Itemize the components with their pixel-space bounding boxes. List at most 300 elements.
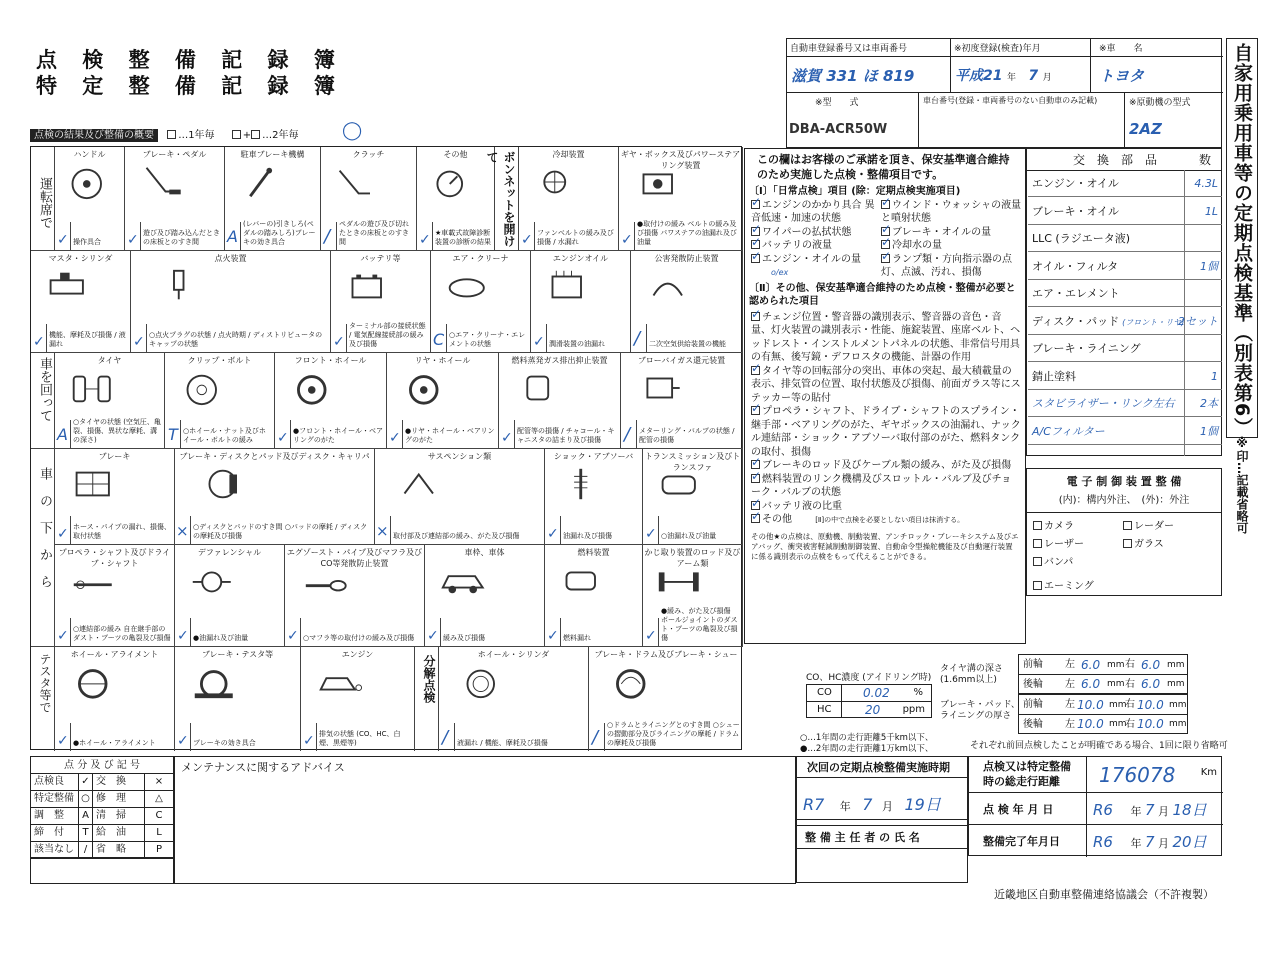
cell-front-wheel-desc: ●フロント・ホイール・ベアリングのがた [293,427,383,444]
cell-alignment-name: ホイール・アライメント [70,650,159,659]
lining-rr-value[interactable]: 10.0 [1137,717,1164,731]
cell-rear-wheel [387,353,499,449]
electronic-item-aiming[interactable] [1033,577,1123,592]
gearbox-icon [634,163,682,201]
tire-rl-value[interactable]: 6.0 [1081,677,1101,691]
cell-differential-desc: ●油漏れ及び油量 [193,634,249,642]
first-reg-value[interactable] [951,57,1091,93]
mark-box[interactable] [175,723,191,751]
std2-item-label: 燃料装置のリンク機構及びスロットル・バルブ及びチョーク・バルブの状態 [751,473,1012,498]
side-note: ※印…記載省略可 [1235,436,1249,534]
parts-row[interactable] [1028,363,1222,390]
cell-rear-wheel-desc: ●リヤ・ホイール・ベアリングのがた [405,427,495,444]
reg-value[interactable]: 滋賀 331 ほ 819 [787,57,951,93]
cell-clutch-name: クラッチ [352,150,385,159]
cell-brake-tester-desc: ブレーキの効き具合 [193,739,256,747]
mark-c-handwritten: C [433,330,445,349]
electronic-item-camera[interactable] [1033,517,1123,532]
checkbox[interactable] [1123,521,1132,530]
tire-front-label: 前輪 [1023,659,1043,670]
std2-item-label: チェンジ位置・警音器の識別表示、警音器の音色・音量、灯火装置の識別表示・性能、施錠装置、座席ベルト、ヘッドレスト・インストルメントパネルの状態、非常信号用具の有無、後写鏡・デフロスタの機能、計器の作用 [751,311,1021,363]
cell-master-cylinder-desc: 機能、摩耗及び損傷 / 液漏れ [49,331,126,348]
parking-brake-icon [236,163,284,201]
checkbox[interactable] [881,254,890,263]
inspection-day: 18日 [1172,801,1207,819]
mark-x-handwritten: × [176,522,189,540]
cell-brake-hose-desc: ホース・パイプの漏れ、損傷、取付状態 [73,523,171,540]
mark-slash-handwritten: / [592,727,599,748]
cell-engine-oil [531,251,631,353]
std2-item[interactable] [751,513,1021,528]
option-1year-label: …1年毎 [178,130,215,141]
cell-brake-pedal [125,147,225,251]
inspection-year-unit: 年 [1130,805,1142,818]
std1-item[interactable] [751,226,881,240]
mark-box[interactable] [425,618,441,646]
cell-steering [55,147,125,251]
mark-box[interactable] [55,420,71,448]
electronic-item-glass[interactable] [1123,535,1213,550]
check-mark-icon: ✓ [127,232,139,248]
footnote-2: ●…2年間の走行距離1万km以下、 [800,744,934,754]
mark-box[interactable] [55,222,71,250]
cell-brake-drum-name: ブレーキ・ドラム及びブレーキ・シュー [594,650,738,659]
cell-frame-body-name: 車枠、車体 [464,548,505,557]
cell-clutch [321,147,417,251]
engine-icon [543,267,591,305]
propeller-shaft-icon [69,561,117,599]
lining-left-label: 左 [1065,699,1075,710]
std1-item-label: 冷却水の量 [892,240,942,251]
parts-row[interactable] [1028,253,1222,280]
mark-box[interactable] [31,324,47,352]
battery-icon [343,267,391,305]
tire-right-label: 右 [1125,679,1135,690]
inspection-grid [30,146,742,750]
section-around: 車を回って [31,353,55,449]
blowby-valve-icon [636,369,684,407]
legend-table [30,756,174,858]
mark-slash-handwritten: / [324,226,331,247]
mark-box[interactable] [631,324,647,352]
legend-symbol: / [79,842,93,859]
legend-symbol: ✓ [79,774,93,790]
cell-alignment-desc: ●ホイール・アライメント [73,739,156,747]
checkbox[interactable] [1033,539,1042,548]
parts-row-name: スタビライザー・リンク左右 [1032,397,1175,410]
vehicle-info-table [786,38,1222,148]
completion-month: 7 [1144,833,1155,851]
parts-row[interactable] [1028,170,1222,197]
cell-parking-brake-name: 駐車ブレーキ機構 [240,150,305,159]
mark-box[interactable] [619,222,635,250]
legend-term: 清 掃 [93,808,145,824]
parts-row[interactable] [1028,225,1222,252]
electronic-list [1027,513,1221,596]
footnote-1: ○…1年間の走行距離5千km以下、 [800,733,934,743]
cell-tire-desc: ○タイヤの状態 (空気圧、亀裂、損傷、異状な摩耗、溝の深さ) [73,418,161,444]
parts-row[interactable] [1028,390,1222,417]
completion-date-row [969,825,1223,857]
checkbox[interactable] [751,312,760,321]
mileage-label: 点検又は特定整備時の総走行距離 [969,757,1087,793]
section-driver: 運転席で [31,147,55,251]
std1-item[interactable] [751,253,881,280]
legend-term: 締 付 [31,825,79,841]
next-month-unit: 月 [881,800,893,813]
std1-item[interactable] [881,199,1026,226]
mark-a-handwritten: A [57,425,68,444]
co-hc-label: CO、HC濃度 (アイドリング時) [806,673,932,683]
checkbox[interactable] [751,460,760,469]
mark-box[interactable] [55,516,71,544]
std2-header: 〔Ⅱ〕その他、保安基準適合維持のため点検・整備が必要と認められた項目 [749,282,1016,307]
cell-master-cylinder-name: マスタ・シリンダ [48,254,113,263]
completion-date-value[interactable] [1093,831,1207,852]
std2-item[interactable] [751,500,1021,514]
engine-value[interactable]: 2AZ [1129,120,1162,138]
lining-fr-value[interactable]: 10.0 [1137,698,1164,712]
lining-left-label: 左 [1065,719,1075,730]
parts-row-qty[interactable]: 1 [1211,369,1218,383]
std1-item-label: ワイパーの払拭状態 [762,226,852,238]
checkbox[interactable] [881,240,890,249]
cell-parking-brake [225,147,321,251]
checkbox[interactable] [751,474,760,483]
cell-battery-name: バッテリ等 [360,254,401,263]
tire-unit: mm [1167,660,1185,670]
check-mark-icon: ✓ [645,526,657,542]
mileage-value[interactable]: 176078 [1099,763,1176,787]
cell-emission-control [631,251,743,353]
cell-brake-pedal-desc: 遊び及び踏み込んだときの床板とのすき間 [143,229,220,246]
option-1year-checkbox[interactable] [167,130,176,139]
transmission-icon [655,465,703,503]
cell-engine-oil-desc: 潤滑装置の油漏れ [549,340,605,348]
parts-row-name: ブレーキ・オイル [1032,204,1120,218]
parts-row-qty[interactable]: 4.3L [1194,177,1218,190]
parts-header-item: 交 換 部 品 [1073,153,1158,167]
std2-item-label: バッテリ液の比重 [762,500,842,512]
parts-row-qty[interactable]: 1個 [1200,424,1218,438]
cell-suspension-desc: 取付部及び連結部の緩み、がた及び損傷 [393,532,520,540]
shock-absorber-icon [557,465,605,503]
legend-symbol: ○ [79,791,93,807]
title-inspection-record: 点 検 整 備 記 録 簿 [36,48,344,72]
std1-item-label: ランプ類・方向指示器の点灯、点滅、汚れ、損傷 [881,253,1012,278]
cell-exhaust-desc: ○マフラ等の取付けの緩み及び損傷 [303,634,415,642]
co-label: CO [817,687,832,698]
mark-box[interactable] [499,420,515,448]
cell-air-cleaner [431,251,531,353]
parts-row[interactable] [1028,418,1222,445]
check-mark-icon: ✓ [645,628,657,644]
cell-gearbox-desc: ●取付けの緩み ベルトの緩み及び損傷 パワステアの油漏れ及び油量 [637,220,737,246]
mark-box[interactable] [55,723,71,751]
suspension-icon [395,465,443,503]
mark-box[interactable] [531,324,547,352]
mark-a-handwritten: A [227,227,238,246]
cell-brake-disc [175,449,375,545]
cell-air-cleaner-name: エア・クリーナ [452,254,509,263]
mark-t-handwritten: T [168,425,178,444]
legend-symbol: △ [155,793,163,804]
tire-rr-value[interactable]: 6.0 [1141,677,1161,691]
parts-row-qty[interactable]: 2セット [1178,314,1218,328]
lining-fl-value[interactable]: 10.0 [1077,698,1104,712]
hc-label: HC [817,704,832,715]
check-mark-icon: ✓ [427,628,439,644]
checkbox[interactable] [1123,539,1132,548]
side-title-box [1226,38,1258,438]
first-reg-year-unit: 年 [1006,73,1016,83]
advice-box [174,756,796,884]
option-2year-checkbox-a[interactable] [232,130,241,139]
cell-steering-rod-desc: ●緩み、がた及び損傷 ボールジョイントのダスト・ブーツの亀裂及び損傷 [661,607,738,642]
std1-item[interactable] [751,199,881,226]
brake-pedal-icon [137,163,185,201]
check-mark-icon: ✓ [389,430,401,446]
electronic-item-laser[interactable] [1033,535,1123,550]
std1-item[interactable] [881,253,1026,280]
cell-wheel-bolt-name: クリップ・ボルト [187,356,252,365]
electronic-item-label: レーダー [1134,521,1174,532]
parts-row-name: オイル・フィルタ [1032,259,1119,273]
car-name-value[interactable]: トヨタ [1091,57,1223,93]
car-name-label: ※車 名 [1091,39,1223,57]
brake-drum-icon [607,663,655,701]
cell-ignition [131,251,331,353]
completion-month-unit: 月 [1158,837,1170,850]
std2-item[interactable] [751,459,1021,473]
mark-box[interactable] [131,324,147,352]
mark-box[interactable] [375,516,391,544]
cell-steering-rod-name: かじ取り装置のロッド及びアーム類 [644,548,741,568]
check-mark-icon: ✓ [621,232,633,248]
checkbox[interactable] [1033,521,1042,530]
wheel-alignment-icon [69,663,117,701]
mark-box[interactable] [643,516,659,544]
checkbox[interactable] [751,514,760,523]
diagnostic-icon [426,163,474,201]
lining-unit: mm [1169,719,1187,729]
inspection-date-value[interactable] [1093,799,1207,820]
mark-box[interactable] [431,324,447,352]
mark-slash-handwritten: / [624,424,631,445]
model-value[interactable]: DBA-ACR50W [789,122,888,137]
cell-suspension-name: サスペンション類 [427,452,492,461]
cell-transmission-desc: ○油漏れ及び油量 [661,532,717,540]
parts-row[interactable] [1028,198,1222,225]
cell-cooling-desc: ファンベルトの緩み及び損傷 / 水漏れ [537,229,614,246]
chief-mechanic-field[interactable] [796,849,968,883]
mark-box[interactable] [165,420,181,448]
chief-mechanic-label: 整 備 主 任 者 の 氏 名 [796,826,968,849]
checkbox[interactable] [751,200,760,209]
next-inspection-label: 次回の定期点検整備実施時期 [796,756,968,778]
cell-emission-control-desc: 二次空気供給装置の機能 [649,340,726,348]
option-2year-checkbox-b[interactable] [251,130,260,139]
check-mark-icon: ✓ [547,628,559,644]
mark-box[interactable] [519,222,535,250]
std2-item-label: その他 [762,514,792,525]
cell-blowby-name: ブローバイガス還元装置 [637,356,726,365]
legend-term: 該当なし [31,842,79,859]
parts-row[interactable] [1028,308,1222,335]
mark-box[interactable] [545,516,561,544]
std1-item-label: ウインド・ウォッシャの液量と噴射状態 [881,199,1022,224]
cell-gearbox-name: ギヤ・ボックス及びパワーステアリング装置 [620,150,741,170]
cell-rear-wheel-name: リヤ・ホイール [414,356,471,365]
exhaust-pipe-icon [302,561,350,599]
std-footnote: その他★の点検は、原動機、制動装置、アンチロック・ブレーキシステム及びエアバッグ、衝突被害軽減制動制御装置、自動命令型操舵機能及び自動運行装置に係る識別表示の点検をもって代えることができる。 [751,531,1019,561]
tire-fl-value[interactable]: 6.0 [1081,658,1101,672]
checkbox[interactable] [751,254,760,263]
check-mark-icon: ✓ [547,526,559,542]
lining-rear-label: 後輪 [1023,719,1043,730]
legend-header: 点 分 及 び 記 号 [31,757,173,774]
checkbox[interactable] [751,366,760,375]
mark-box[interactable] [331,324,347,352]
cell-wheel-cylinder [439,647,589,751]
mark-box[interactable] [643,618,659,646]
electronic-item-radar[interactable] [1123,517,1213,532]
disc-pad-note: (フロント・リヤ) [1122,317,1185,327]
wheel-bolt-icon [178,369,226,407]
cell-battery [331,251,431,353]
tire-unit: mm [1107,679,1125,689]
checkbox[interactable] [1033,557,1042,566]
checkbox[interactable] [881,200,890,209]
cell-ignition-name: 点火装置 [214,254,247,263]
mark-box[interactable] [175,516,191,544]
check-mark-icon: ✓ [533,334,545,350]
cell-brake-tester-name: ブレーキ・テスタ等 [201,650,274,659]
std1-item[interactable] [751,239,881,253]
cell-exhaust-name: エグゾースト・パイプ及びマフラ及びCO等発散防止装置 [286,548,423,568]
lining-unit: mm [1109,719,1127,729]
cell-master-cylinder [31,251,131,353]
mark-box[interactable] [125,222,141,250]
engine-label: ※原動機の型式 [1129,98,1191,108]
legend-term: 省 略 [93,842,145,859]
legend-symbol: L [156,827,162,838]
cell-brake-drum-desc: ○ドラムとライニングとのすき間 ○シューの摺動部分及びライニングの摩耗 / ドラムの摩耗及び損傷 [607,721,740,747]
parts-row-name: ディスク・パッド [1032,314,1120,328]
cell-alignment [55,647,175,751]
checkbox[interactable] [751,240,760,249]
mark-box[interactable] [301,723,317,751]
mark-box[interactable] [175,618,191,646]
lining-rl-value[interactable]: 10.0 [1077,717,1104,731]
emission-device-icon [644,267,692,305]
mark-box[interactable] [275,420,291,448]
mark-box[interactable] [589,723,605,751]
summary-header-label: 点検の結果及び整備の概要 [30,129,158,142]
check-mark-icon: ✓ [177,628,189,644]
mark-box[interactable] [285,618,301,646]
cell-differential [175,545,285,647]
cell-fuel-desc: 燃料漏れ [563,634,591,642]
check-mark-icon: ✓ [333,334,345,350]
parts-row-qty[interactable]: 1L [1204,204,1218,218]
completion-date-label: 整備完了年月日 [969,825,1087,857]
parts-row[interactable] [1028,280,1222,307]
std1-item[interactable] [881,239,1026,253]
parts-row-name: エンジン・オイル [1032,177,1119,190]
mark-box[interactable] [225,222,241,250]
cell-suspension [375,449,545,545]
parts-row-qty[interactable]: 2本 [1200,397,1218,410]
mileage-row [969,757,1223,793]
std2-item[interactable] [751,311,1021,365]
tire-unit: mm [1107,660,1125,670]
electronic-item-bumper[interactable] [1033,553,1123,568]
first-reg-month-unit: 月 [1042,73,1052,83]
mark-box[interactable] [387,420,403,448]
parts-row[interactable] [1028,335,1222,362]
mark-box[interactable] [439,723,455,751]
legend-row [31,842,173,859]
checkbox[interactable] [751,406,760,415]
cell-evap-emission [499,353,621,449]
std1-handnote: o/ex [771,268,789,277]
legend-symbol: A [79,808,93,824]
cell-other-name: その他 [443,150,468,159]
legend-term: 修 理 [93,791,145,807]
mark-box[interactable] [321,222,337,250]
clutch-icon [332,163,380,201]
cell-ignition-desc: ○点火プラグの状態 / 点火時期 / ディストリビュータのキャップの状態 [149,331,323,348]
std1-item[interactable] [881,226,1026,240]
std1-item-label: エンジンのかかり具合 異音低速・加速の状態 [751,199,875,224]
hc-value[interactable]: 20 [865,703,881,717]
cell-engine-exhaust-desc: 排気の状態 (CO、HC、白煙、黒煙等) [319,730,401,747]
cell-evap-emission-desc: 配管等の損傷 / チャコール・キャニスタの詰まり及び損傷 [517,427,615,444]
std2-item[interactable] [751,473,1021,500]
mark-box[interactable] [621,420,637,448]
cell-cooling-name: 冷却装置 [552,150,585,159]
lining-rear-row [1019,715,1187,734]
mark-slash-handwritten: / [634,328,641,349]
cell-propeller-shaft-desc: ○連結部の緩み 自在継手部のダスト・ブーツの亀裂及び損傷 [73,625,171,642]
std2-item[interactable] [751,405,1021,459]
std2-note: [Ⅱ]の中で点検を必要としない項目は抹消する。 [815,516,965,524]
first-reg-label: ※初度登録(検査)年月 [951,39,1091,57]
tire-fr-value[interactable]: 6.0 [1141,658,1161,672]
legend-row [31,825,173,842]
co-value[interactable]: 0.02 [863,686,890,700]
wheel-cylinder-icon [457,663,505,701]
cell-propeller-shaft-name: プロペラ・シャフト及びドライブ・シャフト [58,548,171,568]
parts-row-name: 錆止塗料 [1032,369,1076,383]
cell-differential-name: デファレンシャル [197,548,262,557]
parts-row-qty[interactable]: 1個 [1200,259,1218,273]
electronic-item-label: バンパ [1044,557,1074,568]
std1-item-label: ブレーキ・オイルの量 [892,226,992,238]
cell-steering-name: ハンドル [73,150,106,159]
electronic-item-label: カメラ [1044,521,1074,532]
next-inspection-value[interactable] [796,778,968,826]
mark-box[interactable] [55,618,71,646]
steering-rod-icon [655,561,703,599]
checkbox[interactable] [1033,581,1042,590]
mark-box[interactable] [545,618,561,646]
legend-symbol: T [79,825,93,841]
next-era: R7 [803,795,825,814]
std2-item[interactable] [751,365,1021,406]
mark-box[interactable] [417,222,433,250]
